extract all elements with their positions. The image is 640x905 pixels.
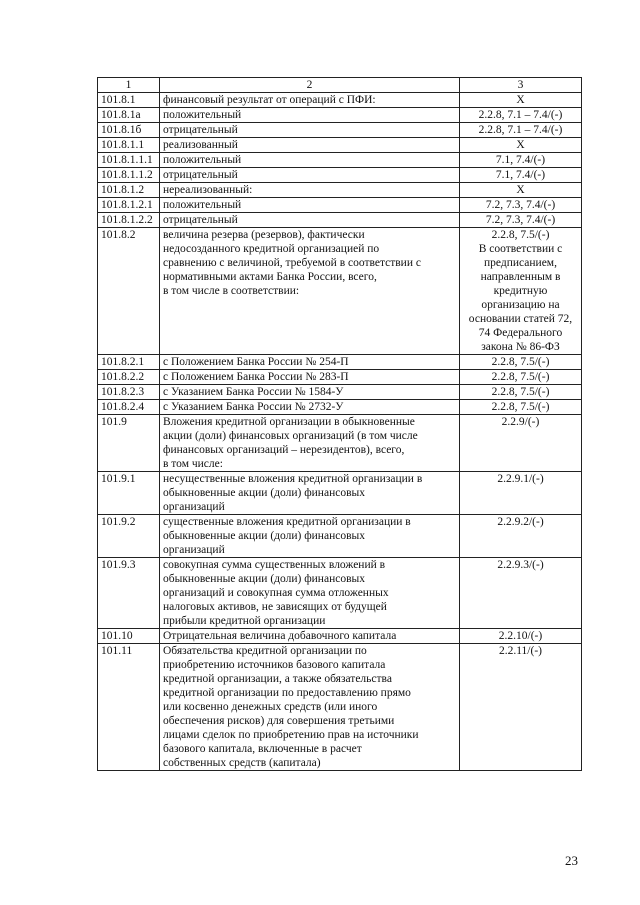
row-description: Обязательства кредитной организации по приобретению источников базового капитала кредитной организации, а также обязательства кредитной организации по предоставлению прямо или косвенно денежных средств (или иного обеспечения рисков) для совершения третьими лицами сделок по приобретению прав на источники базового капитала, включенные в расчет собственных средств (капитала) <box>160 644 460 771</box>
row-code: 101.9 <box>98 415 160 472</box>
row-code: 101.8.2.1 <box>98 355 160 370</box>
row-reference: X <box>460 183 582 198</box>
row-reference: X <box>460 138 582 153</box>
row-reference: X <box>460 93 582 108</box>
column-header-3: 3 <box>460 78 582 93</box>
table-row <box>98 228 582 355</box>
row-description: положительный <box>160 198 460 213</box>
row-description: существенные вложения кредитной организации в обыкновенные акции (доли) финансовых организаций <box>160 515 460 558</box>
row-description: отрицательный <box>160 213 460 228</box>
row-code: 101.8.2.3 <box>98 385 160 400</box>
row-description: Отрицательная величина добавочного капитала <box>160 629 460 644</box>
page-number: 23 <box>565 853 578 868</box>
row-reference: 7.1, 7.4/(-) <box>460 168 582 183</box>
table-row <box>98 472 582 515</box>
row-reference: 2.2.11/(-) <box>460 644 582 771</box>
row-code: 101.11 <box>98 644 160 771</box>
table-row <box>98 644 582 771</box>
row-code: 101.8.1.2.2 <box>98 213 160 228</box>
table-row <box>98 183 582 198</box>
row-description: Вложения кредитной организации в обыкновенные акции (доли) финансовых организаций (в том числе финансовых организаций – нерезидентов), всего, в том числе: <box>160 415 460 472</box>
row-code: 101.10 <box>98 629 160 644</box>
table-row <box>98 515 582 558</box>
row-description: совокупная сумма существенных вложений в обыкновенные акции (доли) финансовых организаций и совокупная сумма отложенных налоговых активов, не зависящих от будущей прибыли кредитной организации <box>160 558 460 629</box>
table-header-row <box>98 78 582 93</box>
table-row <box>98 93 582 108</box>
table-row <box>98 629 582 644</box>
column-header-1: 1 <box>98 78 160 93</box>
row-reference: 2.2.9.1/(-) <box>460 472 582 515</box>
table-row <box>98 153 582 168</box>
row-description: с Положением Банка России № 283-П <box>160 370 460 385</box>
row-reference: 2.2.9/(-) <box>460 415 582 472</box>
table-row <box>98 123 582 138</box>
row-reference: 2.2.8, 7.1 – 7.4/(-) <box>460 123 582 138</box>
table-row <box>98 138 582 153</box>
row-description: с Указанием Банка России № 2732-У <box>160 400 460 415</box>
row-code: 101.8.1.1.2 <box>98 168 160 183</box>
table-row <box>98 355 582 370</box>
table-row <box>98 108 582 123</box>
row-reference: 2.2.8, 7.5/(-) <box>460 355 582 370</box>
row-reference: 2.2.8, 7.1 – 7.4/(-) <box>460 108 582 123</box>
row-reference: 2.2.8, 7.5/(-) <box>460 400 582 415</box>
row-reference: 7.2, 7.3, 7.4/(-) <box>460 213 582 228</box>
row-description: положительный <box>160 153 460 168</box>
row-code: 101.8.1.1 <box>98 138 160 153</box>
row-code: 101.8.1.2.1 <box>98 198 160 213</box>
table-row <box>98 213 582 228</box>
row-reference: 2.2.9.3/(-) <box>460 558 582 629</box>
row-code: 101.8.2.4 <box>98 400 160 415</box>
table-row <box>98 370 582 385</box>
row-code: 101.9.1 <box>98 472 160 515</box>
row-code: 101.8.2 <box>98 228 160 355</box>
table-row <box>98 168 582 183</box>
row-description: положительный <box>160 108 460 123</box>
row-reference: 2.2.9.2/(-) <box>460 515 582 558</box>
row-code: 101.8.1.1.1 <box>98 153 160 168</box>
row-description: несущественные вложения кредитной организации в обыкновенные акции (доли) финансовых организаций <box>160 472 460 515</box>
table-row <box>98 198 582 213</box>
table-row <box>98 385 582 400</box>
row-code: 101.8.2.2 <box>98 370 160 385</box>
row-description: отрицательный <box>160 123 460 138</box>
row-reference: 2.2.8, 7.5/(-) <box>460 385 582 400</box>
row-code: 101.8.1.2 <box>98 183 160 198</box>
row-code: 101.9.2 <box>98 515 160 558</box>
row-reference: 2.2.10/(-) <box>460 629 582 644</box>
column-header-2: 2 <box>160 78 460 93</box>
row-reference: 2.2.8, 7.5/(-) В соответствии с предписанием, направленным в кредитную организацию на основании статей 72, 74 Федерального закона № 86-ФЗ <box>460 228 582 355</box>
regulation-table <box>97 77 582 771</box>
row-code: 101.8.1б <box>98 123 160 138</box>
table-row <box>98 558 582 629</box>
row-code: 101.9.3 <box>98 558 160 629</box>
row-description: нереализованный: <box>160 183 460 198</box>
row-code: 101.8.1а <box>98 108 160 123</box>
row-reference: 7.1, 7.4/(-) <box>460 153 582 168</box>
row-code: 101.8.1 <box>98 93 160 108</box>
row-description: реализованный <box>160 138 460 153</box>
table-row <box>98 400 582 415</box>
row-description: с Положением Банка России № 254-П <box>160 355 460 370</box>
row-description: величина резерва (резервов), фактически недосозданного кредитной организацией по сравнению с величиной, требуемой в соответствии с нормативными актами Банка России, всего, в том числе в соответствии: <box>160 228 460 355</box>
row-description: с Указанием Банка России № 1584-У <box>160 385 460 400</box>
row-description: финансовый результат от операций с ПФИ: <box>160 93 460 108</box>
row-description: отрицательный <box>160 168 460 183</box>
table-row <box>98 415 582 472</box>
row-reference: 2.2.8, 7.5/(-) <box>460 370 582 385</box>
row-reference: 7.2, 7.3, 7.4/(-) <box>460 198 582 213</box>
table-body <box>98 78 582 771</box>
